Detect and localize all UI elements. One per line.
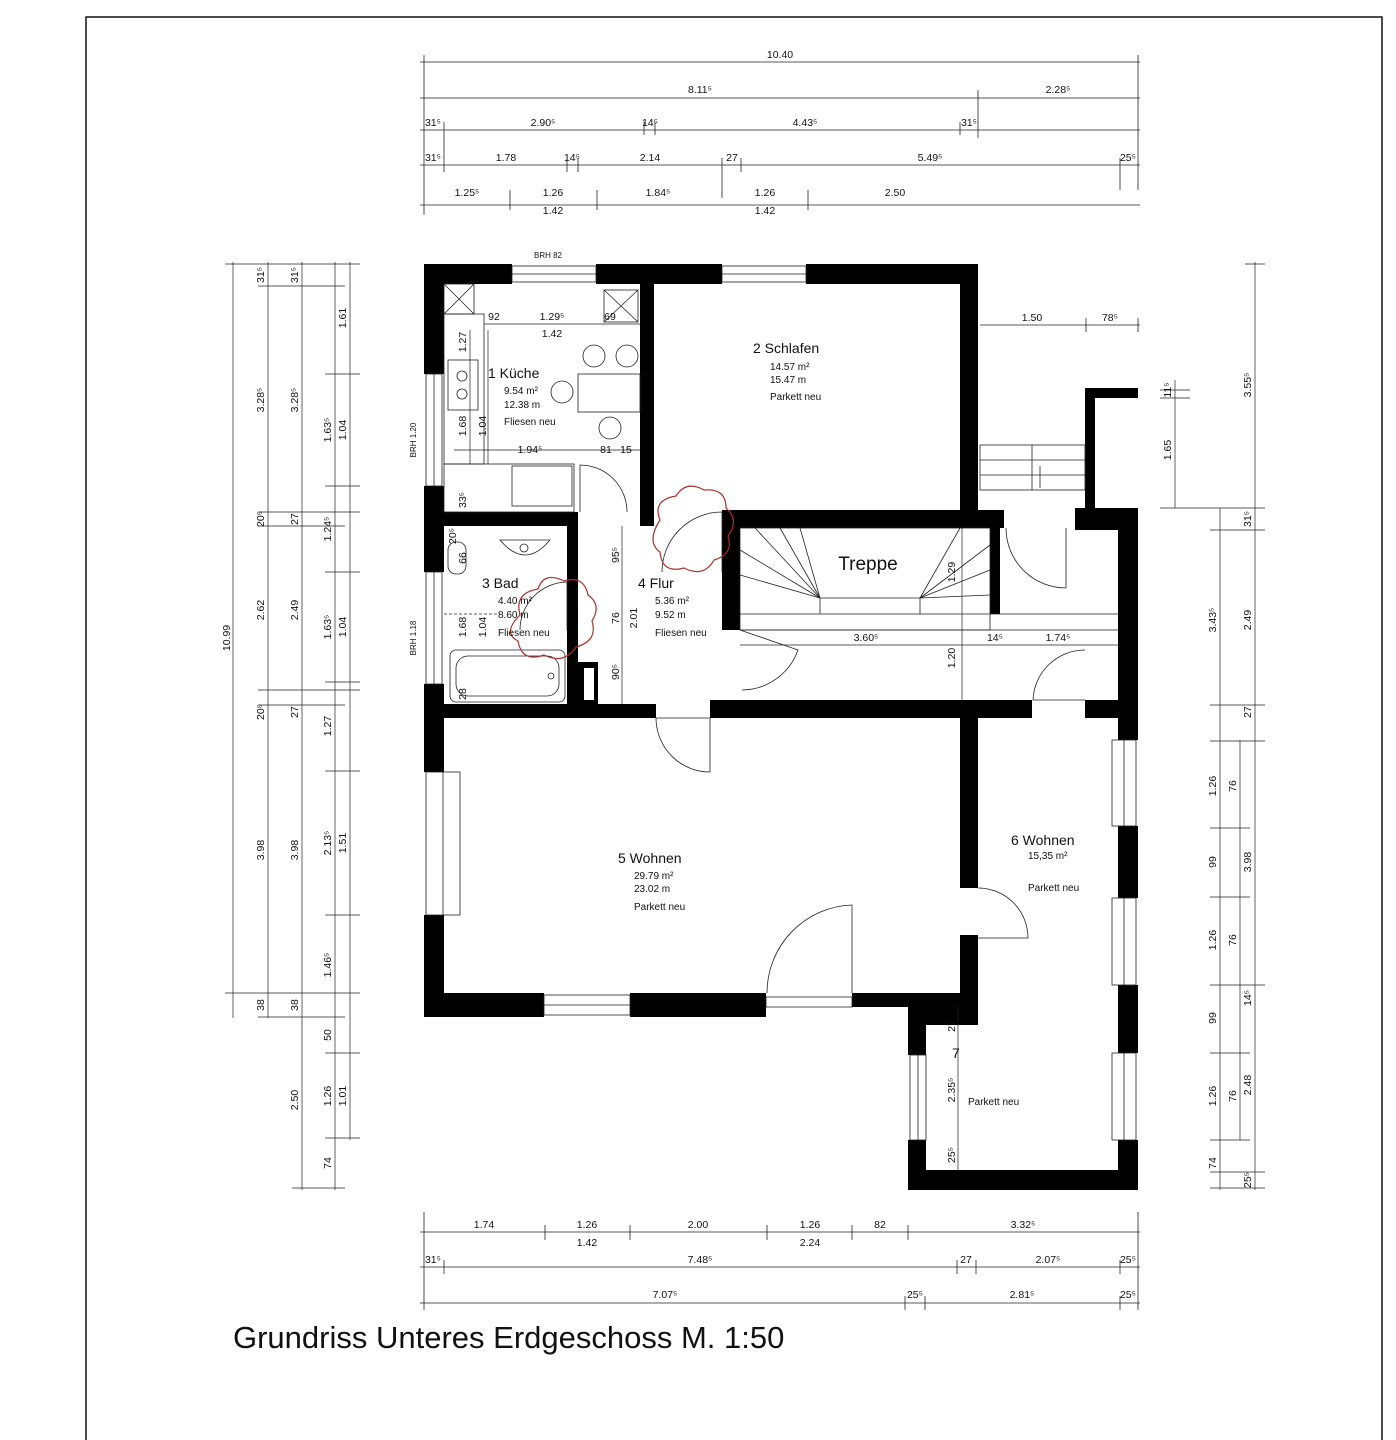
dim-stair-1: 3.60⁵ [853, 632, 879, 644]
dim-bath-2: 1.68 [457, 616, 469, 638]
top-dimensions [420, 49, 1140, 260]
dim-right-c2-2: 14⁵ [1242, 989, 1254, 1007]
dim-right-c1-3: 1.26 [1207, 775, 1219, 797]
dim-left-c5-1: 1.04 [337, 419, 349, 441]
room-floor-flur: Fliesen neu [655, 628, 707, 639]
dim-left-c5-0: 1.61 [337, 307, 349, 329]
dim-right-c1-8: 74 [1207, 1157, 1219, 1169]
dim-top-4a: 31⁵ [424, 152, 442, 164]
dim-kitchen-3: 1.42 [541, 328, 563, 340]
dim-top-4g: 25⁵ [1119, 152, 1137, 164]
dim-top-5e: 2.50 [884, 187, 906, 199]
dim-top-2a: 8.11⁵ [687, 84, 713, 96]
dim-bottom-3a: 7.07⁵ [652, 1289, 678, 1301]
room-name-kuche: 1 Küche [488, 365, 540, 381]
dim-left-c3-3: 2.49 [289, 599, 301, 621]
dim-right-c3-2: 2.49 [1242, 609, 1254, 631]
stair-label: Treppe [838, 554, 898, 575]
dim-right-c2-0: 76 [1227, 780, 1239, 792]
dim-bottom-1a: 1.74 [473, 1219, 495, 1231]
dim-bottom-1b: 1.26 [576, 1219, 598, 1231]
dim-bottom-3b: 25⁵ [906, 1289, 924, 1301]
dim-left-total: 10.99 [221, 624, 233, 652]
room-floor-kuche: Fliesen neu [504, 417, 556, 428]
dim-hall-2: 2.01 [628, 607, 640, 629]
dim-right-c1-4: 99 [1207, 856, 1219, 868]
dim-left-c3-7: 2.50 [289, 1089, 301, 1111]
brh-top-label: BRH 82 [533, 251, 563, 260]
room-floor-wohnen-5: Parkett neu [634, 902, 686, 913]
dim-left-c4-4: 2.13⁵ [322, 830, 334, 856]
dim-bottom-2a: 31⁵ [424, 1254, 442, 1266]
dim-top-5g: 1.42 [754, 205, 776, 217]
dim-left-c2-2: 20⁵ [255, 510, 267, 528]
fixtures [444, 284, 640, 702]
dim-bottom-1h: 2.24 [799, 1237, 821, 1249]
dim-left-c4-6: 50 [322, 1029, 334, 1041]
dim-top-4c: 14⁵ [563, 152, 581, 164]
dim-left-c2-1: 3.28⁵ [255, 387, 267, 413]
dim-left-c4-1: 1.24⁵ [322, 516, 334, 542]
room-name-schlafen: 2 Schlafen [753, 340, 820, 356]
room-wohnen-5 [618, 850, 685, 913]
dim-stair-4: 1.20 [946, 647, 958, 669]
stairs [740, 445, 1118, 630]
room-wohnen-6 [1011, 832, 1079, 894]
dim-right-c1-5: 1.26 [1207, 929, 1219, 951]
dim-right-c1-2: 3.43⁵ [1207, 607, 1219, 633]
brh-label-bath: BRH 1.18 [409, 620, 418, 656]
dim-hall-3: 90⁵ [610, 663, 622, 681]
room-area-wohnen-5: 29.79 m² [634, 871, 674, 882]
dim-right-c1-7: 1.26 [1207, 1085, 1219, 1107]
dim-top-5b: 1.26 [542, 187, 564, 199]
dim-top-3d: 4.43⁵ [792, 117, 818, 129]
dim-kitchen-4: 1.27 [457, 331, 469, 353]
dim-bottom-2d: 2.07⁵ [1035, 1254, 1061, 1266]
dim-right-c1-1: 11⁵ [1162, 382, 1174, 398]
dim-bath-4: 28 [457, 688, 469, 700]
room-perimeter-kuche: 12.38 m [504, 400, 541, 411]
dim-top-3e: 31⁵ [960, 117, 978, 129]
dim-kitchen-2: 69 [604, 311, 616, 323]
dim-bath-0: 20⁵ [447, 527, 459, 545]
doors [520, 465, 1085, 993]
room-name-bad: 3 Bad [482, 575, 519, 591]
room-name-wohnen-5: 5 Wohnen [618, 850, 682, 866]
dim-right-c1-9: 25⁵ [1242, 1171, 1254, 1189]
room-name-flur: 4 Flur [638, 575, 674, 591]
dim-right-c2-1: 76 [1227, 934, 1239, 946]
room-7 [952, 1045, 1019, 1108]
dim-room7-0: 27 [946, 1020, 958, 1032]
left-dimensions [221, 262, 360, 1190]
dim-left-c4-5: 1.46⁵ [322, 952, 334, 978]
dim-left-c2-5: 3.98 [255, 839, 267, 861]
dim-kitchen-10: 33⁵ [457, 491, 469, 509]
room-floor-bad: Fliesen neu [498, 628, 550, 639]
dim-right-c3-5: 2.48 [1242, 1074, 1254, 1096]
dim-kitchen-5: 1.68 [457, 415, 469, 437]
dim-right-c1-0: 1.65 [1162, 439, 1174, 461]
dim-bottom-1c: 2.00 [687, 1219, 709, 1231]
dim-hall-1: 76 [610, 612, 622, 624]
room-floor-wohnen-6: Parkett neu [1028, 883, 1080, 894]
dim-bottom-1f: 3.32⁵ [1010, 1219, 1036, 1231]
dim-top-3b: 2.90⁵ [530, 117, 556, 129]
room-name-7: 7 [952, 1045, 960, 1061]
room-area-kuche: 9.54 m² [504, 386, 538, 397]
dim-right-c3-1: 31⁵ [1242, 510, 1254, 528]
dim-left-c4-8: 74 [322, 1157, 334, 1169]
dim-bath-1: 66 [457, 552, 469, 564]
room-perimeter-flur: 9.52 m [655, 610, 686, 621]
dim-bottom-2e: 25⁵ [1119, 1254, 1137, 1266]
room-floor-7: Parkett neu [968, 1097, 1020, 1108]
dim-top-5c: 1.84⁵ [645, 187, 671, 199]
dim-left-c5-4: 1.01 [337, 1085, 349, 1107]
room-perimeter-schlafen: 15.47 m [770, 375, 807, 386]
dim-stair-2: 14⁵ [986, 632, 1004, 644]
dim-top-5a: 1.25⁵ [454, 187, 480, 199]
dim-left-c4-7: 1.26 [322, 1085, 334, 1107]
dim-top-2b: 2.28⁵ [1045, 84, 1071, 96]
dim-top-4f: 5.49⁵ [917, 152, 943, 164]
dim-left-c3-1: 3.28⁵ [289, 387, 301, 413]
dim-stair-0: 1.29 [946, 561, 958, 583]
dim-left-c3-4: 27 [289, 706, 301, 718]
dim-right-c2-3: 76 [1227, 1090, 1239, 1102]
dim-kitchen-0: 92 [488, 311, 500, 323]
room-area-schlafen: 14.57 m² [770, 362, 810, 373]
dim-left-c4-0: 1.63⁵ [322, 417, 334, 443]
dim-bottom-1g: 1.42 [576, 1237, 598, 1249]
room-kuche [488, 365, 556, 428]
room-perimeter-wohnen-5: 23.02 m [634, 884, 671, 895]
dim-left-c3-2: 27 [289, 513, 301, 525]
dim-left-c3-5: 3.98 [289, 839, 301, 861]
dim-total-width: 10.40 [766, 49, 794, 61]
dim-top-4b: 1.78 [495, 152, 517, 164]
dim-room7-2: 25⁵ [946, 1146, 958, 1164]
dim-bottom-2b: 7.48⁵ [687, 1254, 713, 1266]
dim-kitchen-8: 81 [600, 444, 612, 456]
dim-left-c2-3: 2.62 [255, 599, 267, 621]
dim-left-c3-0: 31⁵ [289, 266, 301, 284]
dim-top-4e: 27 [726, 152, 738, 164]
dim-top-3a: 31⁵ [424, 117, 442, 129]
dim-top-4d: 2.14 [639, 152, 661, 164]
room-floor-schlafen: Parkett neu [770, 392, 822, 403]
dim-stair-3: 1.74⁵ [1045, 632, 1071, 644]
room-schlafen [753, 340, 821, 403]
dim-left-c4-2: 1.63⁵ [322, 614, 334, 640]
dim-right-c3-3: 27 [1242, 706, 1254, 718]
dim-top-5d: 1.26 [754, 187, 776, 199]
dim-right-c1-6: 99 [1207, 1012, 1219, 1024]
dim-right-top-1: 78⁵ [1101, 312, 1119, 324]
room-area-wohnen-6: 15,35 m² [1028, 851, 1068, 862]
dim-kitchen-7: 1.94⁵ [517, 444, 543, 456]
dim-bath-3: 1.04 [477, 616, 489, 638]
brh-label-kitchen: BRH 1.20 [409, 422, 418, 458]
dim-left-c2-4: 20⁵ [255, 703, 267, 721]
dim-left-c2-0: 31⁵ [255, 266, 267, 284]
dim-right-c3-4: 3.98 [1242, 851, 1254, 873]
dim-kitchen-1: 1.29⁵ [539, 311, 565, 323]
dim-bottom-1e: 82 [874, 1219, 886, 1231]
dim-top-3c: 14⁵ [641, 117, 659, 129]
dim-hall-0: 95⁵ [610, 546, 622, 564]
dim-left-c2-6: 38 [255, 999, 267, 1011]
dim-right-top-0: 1.50 [1021, 312, 1043, 324]
drawing-title: Grundriss Unteres Erdgeschoss M. 1:50 [233, 1320, 785, 1355]
dim-right-c3-0: 3.55⁵ [1242, 372, 1254, 398]
dim-bottom-3c: 2.81⁵ [1009, 1289, 1035, 1301]
dim-kitchen-9: 15 [620, 444, 632, 456]
dim-bottom-3d: 25⁵ [1119, 1289, 1137, 1301]
room-name-wohnen-6: 6 Wohnen [1011, 832, 1075, 848]
room-area-bad: 4.40 m² [498, 596, 532, 607]
dim-top-5f: 1.42 [542, 205, 564, 217]
dim-bottom-2c: 27 [960, 1254, 972, 1266]
dim-left-c3-6: 38 [289, 999, 301, 1011]
room-area-flur: 5.36 m² [655, 596, 689, 607]
dim-left-c4-3: 1.27 [322, 715, 334, 737]
dim-left-c5-2: 1.04 [337, 616, 349, 638]
sheet-frame [86, 17, 1382, 1440]
bottom-dimensions [420, 1212, 1140, 1310]
room-perimeter-bad: 8.60 m [498, 610, 529, 621]
dim-kitchen-6: 1.04 [477, 415, 489, 437]
room-flur [638, 575, 707, 639]
dim-room7-1: 2.35⁵ [946, 1077, 958, 1103]
dim-bottom-1d: 1.26 [799, 1219, 821, 1231]
interior-dimensions [409, 311, 1118, 1170]
dim-left-c5-3: 1.51 [337, 832, 349, 854]
